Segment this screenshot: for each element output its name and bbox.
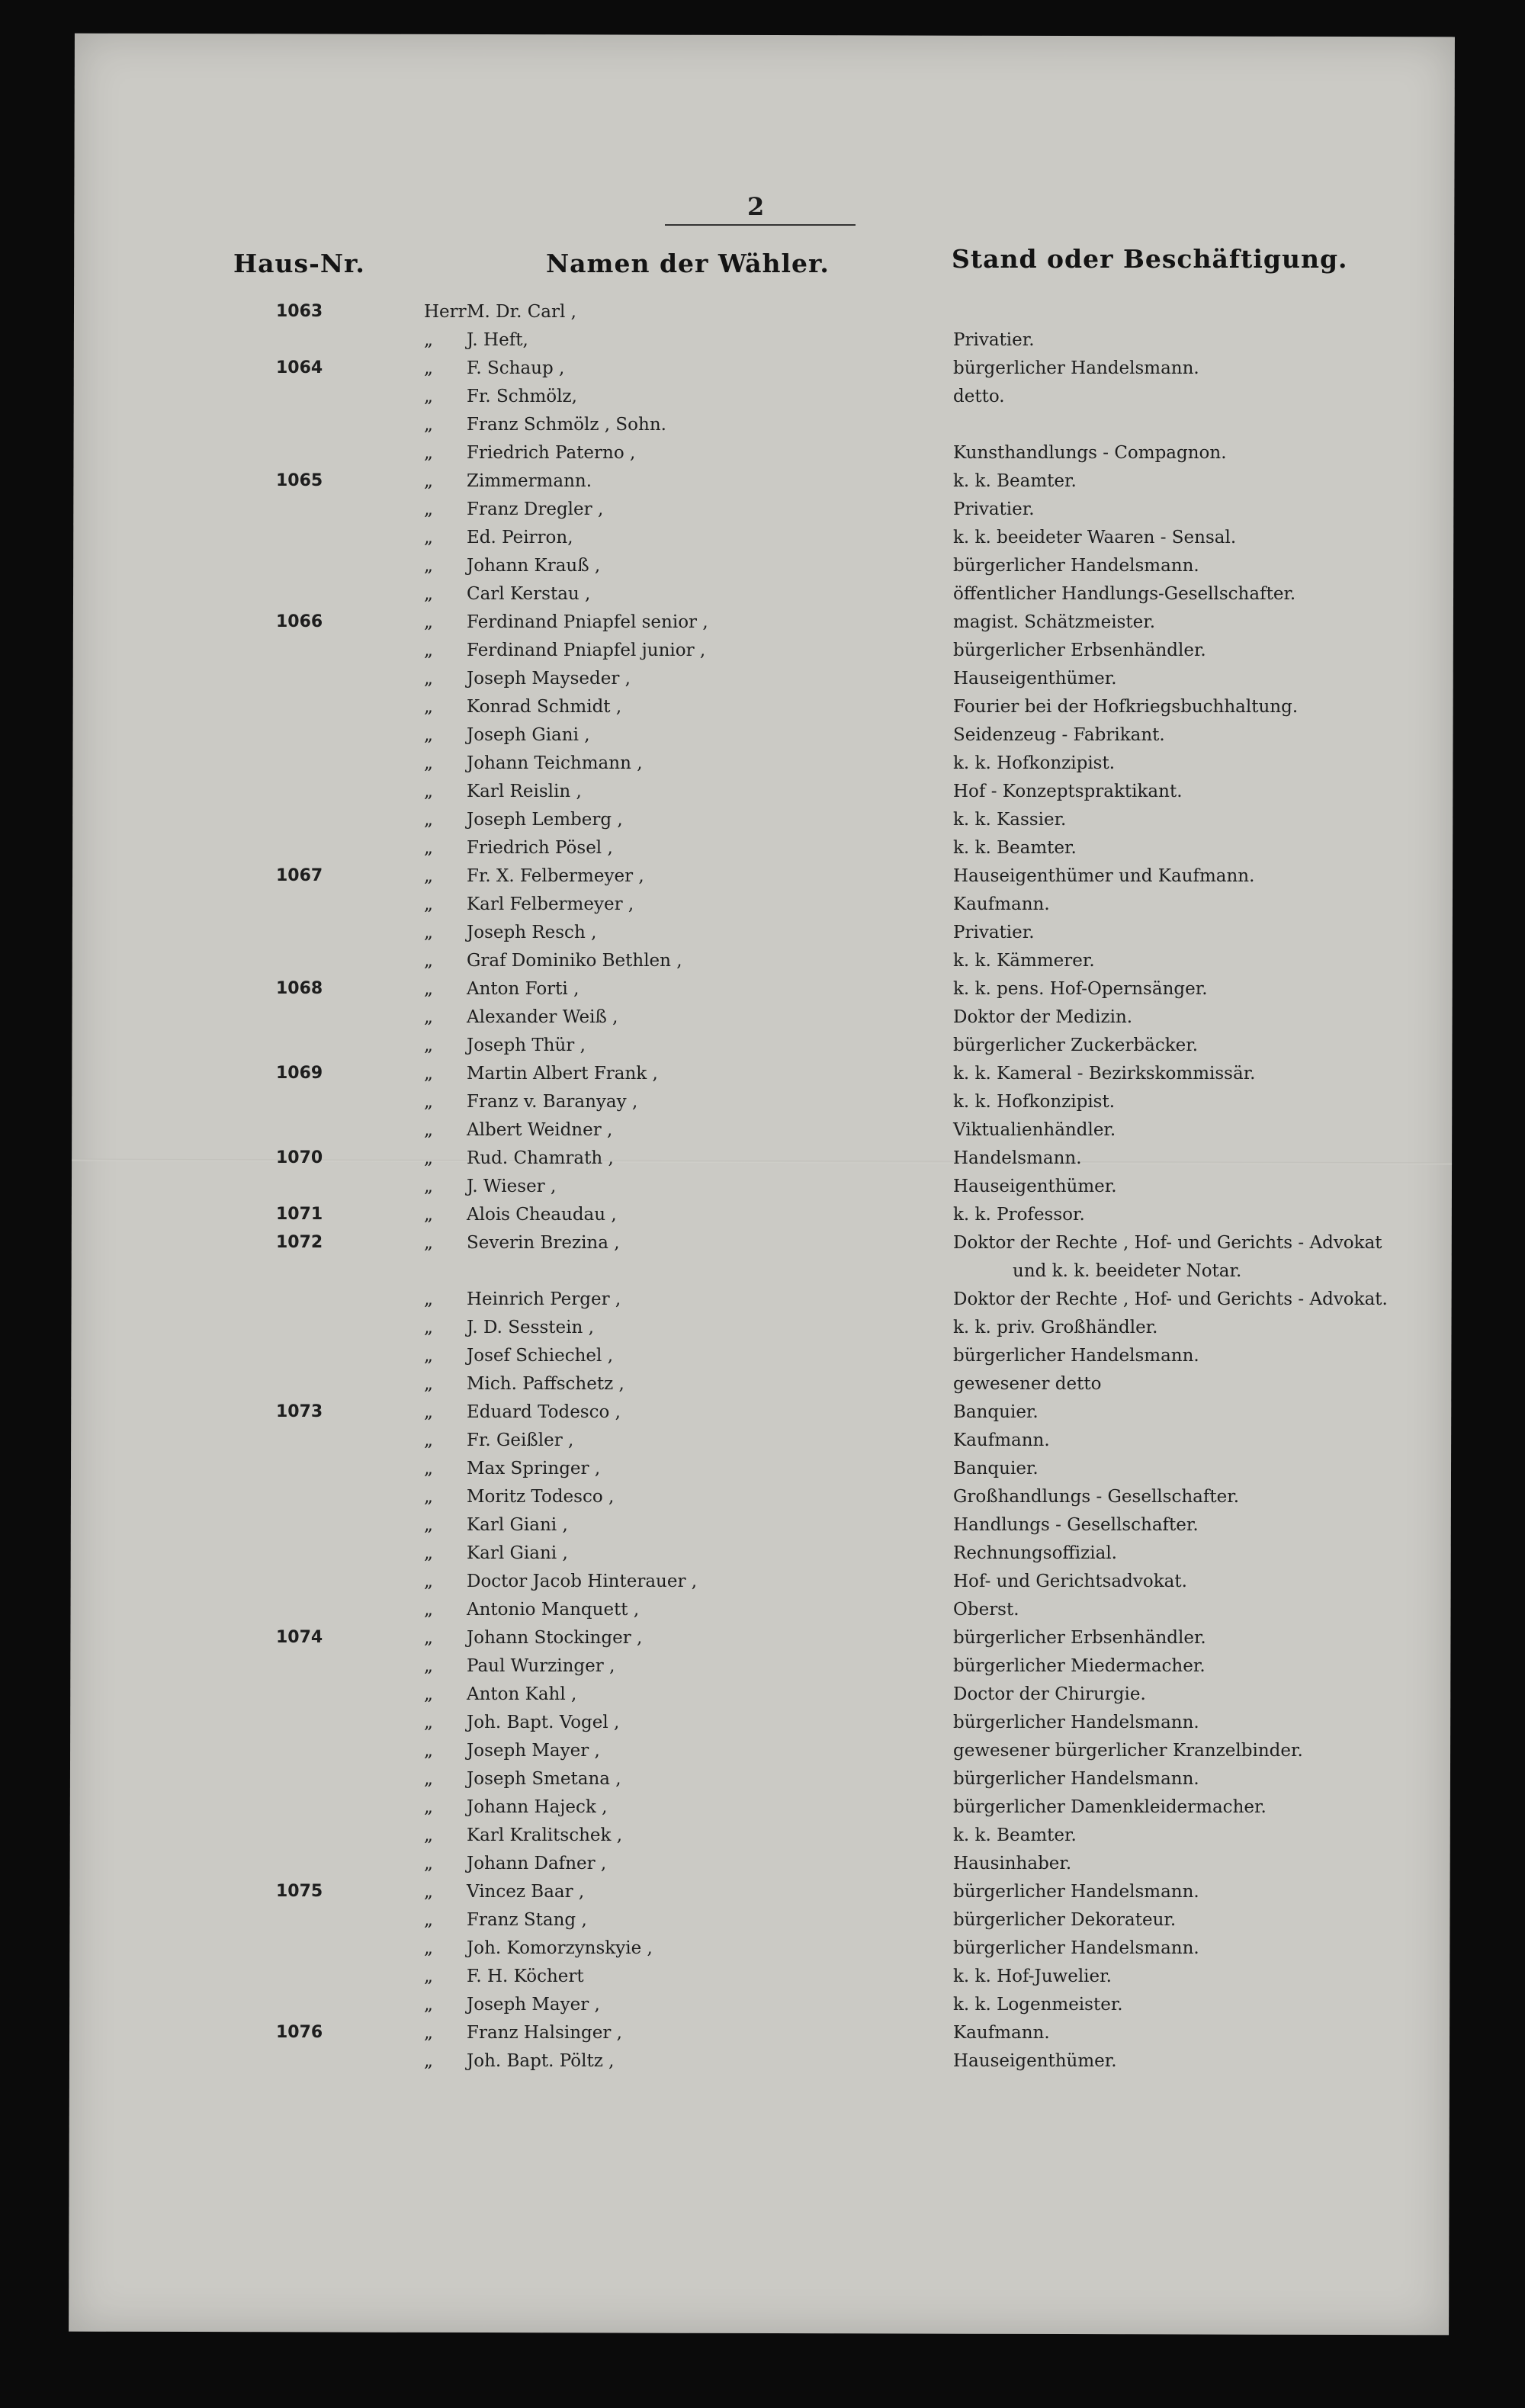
list-row (0, 471, 1525, 496)
salutation-cell: „ (424, 1825, 433, 1845)
salutation-cell: „ (424, 697, 433, 717)
haus-nr-cell: 1075 (276, 1882, 323, 1901)
voter-name-cell: Franz Dregler , (467, 499, 604, 519)
list-row (0, 1177, 1525, 1201)
voter-name-cell: Severin Brezina , (467, 1233, 620, 1253)
occupation-cell: Privatier. (953, 923, 1035, 942)
occupation-cell: bürgerlicher Handelsmann. (953, 1938, 1199, 1958)
voter-name-cell: Fr. Schmölz, (467, 387, 577, 406)
occupation-cell: k. k. Logenmeister. (953, 1995, 1123, 2015)
list-row (0, 1938, 1525, 1963)
occupation-cell: k. k. Hofkonzipist. (953, 753, 1116, 773)
occupation-cell: k. k. beeideter Waaren - Sensal. (953, 528, 1237, 547)
salutation-cell: „ (424, 528, 433, 547)
salutation-cell: „ (424, 1910, 433, 1930)
voter-name-cell: Eduard Todesco , (467, 1402, 621, 1422)
voter-name-cell: F. H. Köchert (467, 1967, 584, 1986)
voter-name-cell: J. Heft, (467, 330, 528, 350)
salutation-cell: „ (424, 1120, 433, 1140)
haus-nr-cell: 1069 (276, 1064, 323, 1083)
salutation-cell: „ (424, 1092, 433, 1112)
voter-name-cell: Friedrich Pösel , (467, 838, 613, 858)
voter-name-cell: Alexander Weiß , (467, 1007, 618, 1027)
voter-name-cell: Joseph Smetana , (467, 1769, 621, 1789)
column-header-stand: Stand oder Beschäftigung. (952, 244, 1348, 274)
salutation-cell: „ (424, 838, 433, 858)
occupation-cell: Hauseigenthümer. (953, 2051, 1117, 2071)
salutation-cell: „ (424, 1515, 433, 1535)
salutation-cell: „ (424, 1289, 433, 1309)
list-row (0, 358, 1525, 383)
list-row (0, 1656, 1525, 1681)
list-row (0, 1543, 1525, 1568)
voter-name-cell: Zimmermann. (467, 471, 592, 491)
salutation-cell: „ (424, 1769, 433, 1789)
occupation-cell: Seidenzeug - Fabrikant. (953, 725, 1165, 745)
list-row (0, 1261, 1525, 1286)
occupation-cell: Doktor der Rechte , Hof- und Gerichts - Advokat. (953, 1289, 1388, 1309)
occupation-cell: bürgerlicher Zuckerbäcker. (953, 1035, 1199, 1055)
voter-name-cell: Johann Hajeck , (467, 1797, 608, 1817)
list-row (0, 1910, 1525, 1934)
occupation-cell: magist. Schätzmeister. (953, 612, 1156, 632)
list-row (0, 753, 1525, 778)
list-row (0, 1459, 1525, 1483)
occupation-cell: detto. (953, 387, 1005, 406)
voter-name-cell: Franz Halsinger , (467, 2023, 622, 2043)
list-row (0, 1741, 1525, 1765)
voter-name-cell: Joseph Resch , (467, 923, 597, 942)
salutation-cell: „ (424, 1543, 433, 1563)
list-row (0, 1515, 1525, 1540)
salutation-cell: „ (424, 330, 433, 350)
list-row (0, 1967, 1525, 1991)
salutation-cell: „ (424, 1318, 433, 1337)
occupation-cell: Hauseigenthümer. (953, 669, 1117, 689)
occupation-cell: k. k. Hof-Juwelier. (953, 1967, 1112, 1986)
voter-name-cell: F. Schaup , (467, 358, 565, 378)
list-row (0, 1600, 1525, 1624)
salutation-cell: „ (424, 1035, 433, 1055)
voter-name-cell: J. D. Sesstein , (467, 1318, 594, 1337)
occupation-cell: Banquier. (953, 1402, 1039, 1422)
occupation-cell: Handelsmann. (953, 1148, 1082, 1168)
list-row (0, 1769, 1525, 1793)
salutation-cell: „ (424, 1600, 433, 1620)
list-row (0, 641, 1525, 665)
haus-nr-cell: 1063 (276, 302, 323, 321)
voter-name-cell: Ferdinand Pniapfel junior , (467, 641, 706, 660)
occupation-cell: Großhandlungs - Gesellschafter. (953, 1487, 1240, 1507)
voter-name-cell: Johann Stockinger , (467, 1628, 643, 1648)
voter-name-cell: Fr. Geißler , (467, 1430, 574, 1450)
occupation-cell: bürgerlicher Handelsmann. (953, 556, 1199, 576)
voter-name-cell: Karl Reislin , (467, 782, 582, 801)
list-row (0, 1430, 1525, 1455)
salutation-cell: „ (424, 443, 433, 463)
salutation-cell: „ (424, 1656, 433, 1676)
salutation-cell: „ (424, 1177, 433, 1196)
occupation-cell: bürgerlicher Handelsmann. (953, 358, 1199, 378)
voter-name-cell: Paul Wurzinger , (467, 1656, 615, 1676)
haus-nr-cell: 1068 (276, 979, 323, 998)
occupation-cell: Kaufmann. (953, 894, 1050, 914)
list-row (0, 894, 1525, 919)
salutation-cell: „ (424, 584, 433, 604)
list-row (0, 1825, 1525, 1850)
list-row (0, 1882, 1525, 1906)
list-row (0, 1289, 1525, 1314)
list-row (0, 1797, 1525, 1822)
occupation-cell: Hof - Konzeptspraktikant. (953, 782, 1183, 801)
occupation-cell: k. k. Professor. (953, 1205, 1085, 1225)
voter-name-cell: Joh. Komorzynskyie , (467, 1938, 653, 1958)
list-row (0, 443, 1525, 467)
column-header-namen: Namen der Wähler. (546, 249, 830, 278)
occupation-cell: Doktor der Medizin. (953, 1007, 1133, 1027)
occupation-cell: gewesener bürgerlicher Kranzelbinder. (953, 1741, 1303, 1761)
haus-nr-cell: 1064 (276, 358, 323, 377)
voter-name-cell: Alois Cheaudau , (467, 1205, 617, 1225)
salutation-cell: „ (424, 1374, 433, 1394)
voter-name-cell: Joseph Lemberg , (467, 810, 623, 830)
list-row (0, 1487, 1525, 1511)
salutation-cell: „ (424, 358, 433, 378)
haus-nr-cell: 1076 (276, 2023, 323, 2042)
occupation-cell: k. k. Hofkonzipist. (953, 1092, 1116, 1112)
occupation-cell: bürgerlicher Handelsmann. (953, 1713, 1199, 1732)
salutation-cell: „ (424, 979, 433, 999)
salutation-cell: „ (424, 1346, 433, 1366)
haus-nr-cell: 1066 (276, 612, 323, 631)
haus-nr-cell: 1065 (276, 471, 323, 490)
haus-nr-cell: 1070 (276, 1148, 323, 1167)
occupation-cell: Oberst. (953, 1600, 1019, 1620)
salutation-cell: „ (424, 2051, 433, 2071)
occupation-cell: k. k. priv. Großhändler. (953, 1318, 1158, 1337)
list-row (0, 725, 1525, 750)
voter-name-cell: Antonio Manquett , (467, 1600, 640, 1620)
occupation-cell: Kaufmann. (953, 1430, 1050, 1450)
voter-name-cell: Karl Kralitschek , (467, 1825, 623, 1845)
salutation-cell: „ (424, 1967, 433, 1986)
voter-name-cell: Ed. Peirron, (467, 528, 573, 547)
voter-name-cell: Mich. Paffschetz , (467, 1374, 624, 1394)
list-row (0, 556, 1525, 580)
voter-name-cell: Joseph Giani , (467, 725, 590, 745)
salutation-cell: „ (424, 1995, 433, 2015)
occupation-cell: Hausinhaber. (953, 1854, 1072, 1873)
salutation-cell: „ (424, 415, 433, 435)
voter-name-cell: Anton Forti , (467, 979, 580, 999)
occupation-cell: k. k. pens. Hof-Opernsänger. (953, 979, 1208, 999)
occupation-cell: bürgerlicher Damenkleidermacher. (953, 1797, 1267, 1817)
voter-name-cell: Johann Dafner , (467, 1854, 607, 1873)
occupation-cell: k. k. Beamter. (953, 471, 1077, 491)
voter-name-cell: Martin Albert Frank , (467, 1064, 658, 1084)
occupation-continuation-cell: und k. k. beeideter Notar. (1013, 1261, 1242, 1281)
voter-name-cell: Vincez Baar , (467, 1882, 585, 1902)
voter-name-cell: Max Springer , (467, 1459, 601, 1479)
list-row (0, 810, 1525, 834)
voter-name-cell: Ferdinand Pniapfel senior , (467, 612, 708, 632)
list-row (0, 1092, 1525, 1116)
salutation-cell: „ (424, 669, 433, 689)
occupation-cell: k. k. Kassier. (953, 810, 1067, 830)
haus-nr-cell: 1073 (276, 1402, 323, 1421)
salutation-cell: „ (424, 894, 433, 914)
voter-name-cell: Franz v. Baranyay , (467, 1092, 638, 1112)
voter-name-cell: Joseph Mayer , (467, 1741, 600, 1761)
voter-name-cell: Josef Schiechel , (467, 1346, 614, 1366)
list-row (0, 1346, 1525, 1370)
list-row (0, 782, 1525, 806)
occupation-cell: k. k. Kameral - Bezirkskommissär. (953, 1064, 1256, 1084)
salutation-cell: „ (424, 641, 433, 660)
occupation-cell: Kaufmann. (953, 2023, 1050, 2043)
occupation-cell: Doktor der Rechte , Hof- und Gerichts - Advokat (953, 1233, 1382, 1253)
list-row (0, 387, 1525, 411)
occupation-cell: Hof- und Gerichtsadvokat. (953, 1572, 1187, 1591)
list-row (0, 302, 1525, 326)
haus-nr-cell: 1071 (276, 1205, 323, 1224)
voter-name-cell: Albert Weidner , (467, 1120, 613, 1140)
occupation-cell: Doctor der Chirurgie. (953, 1684, 1146, 1704)
voter-name-cell: Joseph Thür , (467, 1035, 586, 1055)
occupation-cell: öffentlicher Handlungs-Gesellschafter. (953, 584, 1296, 604)
salutation-cell: „ (424, 1572, 433, 1591)
voter-name-cell: Rud. Chamrath , (467, 1148, 614, 1168)
salutation-cell: „ (424, 1854, 433, 1873)
voter-name-cell: Franz Stang , (467, 1910, 587, 1930)
haus-nr-cell: 1067 (276, 866, 323, 885)
salutation-cell: „ (424, 471, 433, 491)
list-row (0, 499, 1525, 524)
salutation-cell: „ (424, 499, 433, 519)
salutation-cell: „ (424, 725, 433, 745)
voter-name-cell: Joseph Mayseder , (467, 669, 631, 689)
voter-name-cell: Graf Dominiko Bethlen , (467, 951, 682, 971)
list-row (0, 1318, 1525, 1342)
list-row (0, 669, 1525, 693)
salutation-cell: „ (424, 1064, 433, 1084)
salutation-cell: „ (424, 923, 433, 942)
page-number-rule (665, 224, 856, 226)
column-header-haus-nr: Haus-Nr. (233, 249, 365, 278)
salutation-cell: „ (424, 387, 433, 406)
occupation-cell: Banquier. (953, 1459, 1039, 1479)
occupation-cell: bürgerlicher Miedermacher. (953, 1656, 1206, 1676)
list-row (0, 1572, 1525, 1596)
salutation-cell: „ (424, 951, 433, 971)
salutation-cell: „ (424, 1430, 433, 1450)
voter-name-cell: Karl Giani , (467, 1543, 568, 1563)
voter-name-cell: Franz Schmölz , Sohn. (467, 415, 666, 435)
list-row (0, 2051, 1525, 2076)
salutation-cell: „ (424, 1233, 433, 1253)
occupation-cell: bürgerlicher Erbsenhändler. (953, 1628, 1206, 1648)
voter-name-cell: M. Dr. Carl , (467, 302, 576, 322)
list-row (0, 584, 1525, 608)
salutation-cell: „ (424, 1797, 433, 1817)
voter-name-cell: Johann Krauß , (467, 556, 601, 576)
occupation-cell: k. k. Beamter. (953, 838, 1077, 858)
voter-name-cell: Joh. Bapt. Vogel , (467, 1713, 620, 1732)
list-row (0, 1007, 1525, 1032)
voter-name-cell: Karl Felbermeyer , (467, 894, 634, 914)
salutation-cell: „ (424, 1882, 433, 1902)
salutation-cell: „ (424, 782, 433, 801)
occupation-cell: Privatier. (953, 330, 1035, 350)
occupation-cell: bürgerlicher Handelsmann. (953, 1769, 1199, 1789)
list-row (0, 1684, 1525, 1709)
salutation-cell: „ (424, 1402, 433, 1422)
voter-name-cell: Moritz Todesco , (467, 1487, 615, 1507)
list-row (0, 923, 1525, 947)
occupation-cell: bürgerlicher Erbsenhändler. (953, 641, 1206, 660)
occupation-cell: Kunsthandlungs - Compagnon. (953, 443, 1227, 463)
list-row (0, 1628, 1525, 1652)
list-row (0, 1148, 1525, 1173)
list-row (0, 2023, 1525, 2047)
voter-name-cell: Heinrich Perger , (467, 1289, 621, 1309)
salutation-cell: „ (424, 1205, 433, 1225)
haus-nr-cell: 1074 (276, 1628, 323, 1647)
list-row (0, 612, 1525, 637)
list-row (0, 330, 1525, 355)
list-row (0, 1713, 1525, 1737)
salutation-cell: „ (424, 556, 433, 576)
occupation-cell: Hauseigenthümer. (953, 1177, 1117, 1196)
list-row (0, 1374, 1525, 1398)
occupation-cell: bürgerlicher Dekorateur. (953, 1910, 1177, 1930)
salutation-cell: „ (424, 1459, 433, 1479)
salutation-cell: „ (424, 1741, 433, 1761)
list-row (0, 951, 1525, 975)
occupation-cell: k. k. Beamter. (953, 1825, 1077, 1845)
list-row (0, 866, 1525, 891)
salutation-cell: „ (424, 612, 433, 632)
list-row (0, 1035, 1525, 1060)
salutation-cell: „ (424, 1938, 433, 1958)
voter-name-cell: Joh. Bapt. Pöltz , (467, 2051, 615, 2071)
list-row (0, 1854, 1525, 1878)
occupation-cell: gewesener detto (953, 1374, 1102, 1394)
page-number: 2 (747, 192, 765, 221)
voter-name-cell: J. Wieser , (467, 1177, 557, 1196)
voter-name-cell: Joseph Mayer , (467, 1995, 600, 2015)
list-row (0, 1205, 1525, 1229)
voter-name-cell: Karl Giani , (467, 1515, 568, 1535)
salutation-cell: „ (424, 1628, 433, 1648)
voter-name-cell: Fr. X. Felbermeyer , (467, 866, 644, 886)
occupation-cell: bürgerlicher Handelsmann. (953, 1882, 1199, 1902)
list-row (0, 1120, 1525, 1145)
occupation-cell: Rechnungsoffizial. (953, 1543, 1117, 1563)
list-row (0, 1402, 1525, 1427)
voter-name-cell: Anton Kahl , (467, 1684, 577, 1704)
salutation-cell: „ (424, 810, 433, 830)
salutation-cell: „ (424, 1148, 433, 1168)
salutation-cell: Herr (424, 302, 467, 322)
list-row (0, 697, 1525, 721)
occupation-cell: Privatier. (953, 499, 1035, 519)
voter-name-cell: Konrad Schmidt , (467, 697, 622, 717)
salutation-cell: „ (424, 1487, 433, 1507)
occupation-cell: Fourier bei der Hofkriegsbuchhaltung. (953, 697, 1299, 717)
list-row (0, 1233, 1525, 1257)
voter-name-cell: Carl Kerstau , (467, 584, 591, 604)
list-row (0, 1064, 1525, 1088)
haus-nr-cell: 1072 (276, 1233, 323, 1252)
list-row (0, 528, 1525, 552)
salutation-cell: „ (424, 753, 433, 773)
salutation-cell: „ (424, 2023, 433, 2043)
occupation-cell: bürgerlicher Handelsmann. (953, 1346, 1199, 1366)
salutation-cell: „ (424, 1684, 433, 1704)
salutation-cell: „ (424, 1007, 433, 1027)
list-row (0, 415, 1525, 439)
voter-name-cell: Johann Teichmann , (467, 753, 643, 773)
occupation-cell: Handlungs - Gesellschafter. (953, 1515, 1199, 1535)
list-row (0, 979, 1525, 1003)
voter-name-cell: Friedrich Paterno , (467, 443, 636, 463)
salutation-cell: „ (424, 1713, 433, 1732)
occupation-cell: Viktualienhändler. (953, 1120, 1116, 1140)
occupation-cell: k. k. Kämmerer. (953, 951, 1095, 971)
list-row (0, 1995, 1525, 2019)
voter-name-cell: Doctor Jacob Hinterauer , (467, 1572, 698, 1591)
salutation-cell: „ (424, 866, 433, 886)
list-row (0, 838, 1525, 862)
occupation-cell: Hauseigenthümer und Kaufmann. (953, 866, 1255, 886)
